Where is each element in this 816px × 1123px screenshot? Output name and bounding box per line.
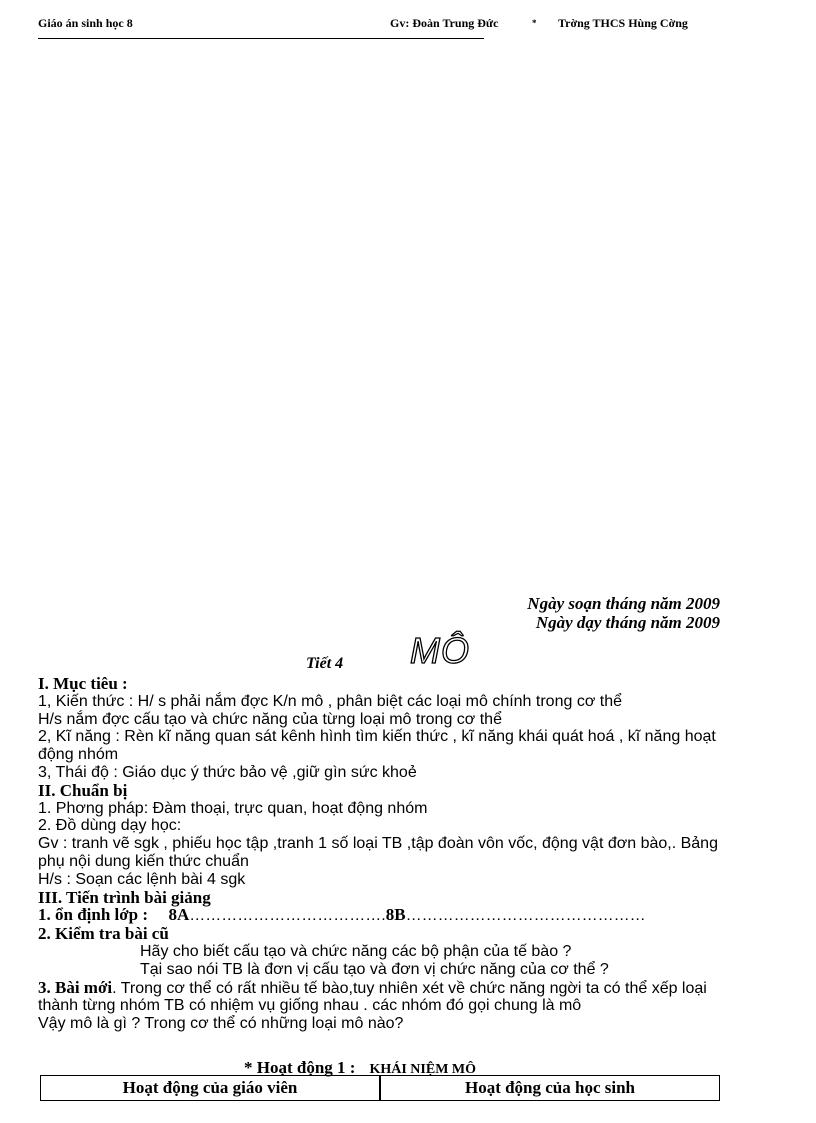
objective-line: 1, Kiến thức : H/ s phải nắm đợc K/n mô , phân biệt các loại mô chính trong cơ thể bbox=[38, 692, 622, 710]
activity1-label: * Hoạt động 1 : bbox=[244, 1058, 356, 1077]
step3-text: . Trong cơ thể có rất nhiều tế bào,tuy nhiên xét về chức năng ngời ta có thể xếp loại thành từng nhóm TB có nhiệm vụ giống nhau . các nhóm đó gọi chung là mô bbox=[38, 979, 707, 1015]
section3-heading: III. Tiến trình bài giảng bbox=[38, 887, 211, 907]
header-separator: * bbox=[532, 18, 537, 28]
section1-heading: I. Mục tiêu : bbox=[38, 674, 128, 693]
date-taught: Ngày dạy tháng năm 2009 bbox=[535, 613, 720, 632]
lesson-body bbox=[38, 675, 722, 1033]
preparation-line: Gv : tranh vẽ sgk , phiếu học tập ,tranh 1 số loại TB ,tập đoàn vôn vốc, động vật đơn bào,. Bảng phụ nội dung kiến thức chuẩn bbox=[38, 835, 718, 870]
activity1-name: KHÁI NIỆM MÔ bbox=[369, 1062, 477, 1077]
step3-label: 3. Bài mới bbox=[38, 977, 113, 997]
class-stabilize-line bbox=[38, 906, 722, 925]
table-header-row bbox=[41, 1076, 720, 1101]
review-question: Hãy cho biết cấu tạo và chức năng các bộ phận của tế bào ? bbox=[140, 942, 572, 960]
class-a-dots: ………………………………. bbox=[189, 907, 386, 925]
step1-label: 1. ổn định lớp : bbox=[38, 905, 149, 925]
header-rule bbox=[38, 38, 484, 39]
review-question: Tại sao nói TB là đơn vị cấu tạo và đơn vị chức năng của cơ thể ? bbox=[140, 960, 609, 978]
col-teacher-header: Hoạt động của giáo viên bbox=[41, 1076, 381, 1101]
lesson-title: MÔ bbox=[410, 630, 470, 671]
objective-line: H/s nắm đợc cấu tạo và chức năng của từng loại mô trong cơ thể bbox=[38, 710, 502, 728]
col-student-header: Hoạt động của học sinh bbox=[380, 1076, 720, 1101]
preparation-line: 1. Phơng pháp: Đàm thoại, trực quan, hoạt động nhóm bbox=[38, 799, 428, 817]
header-subject: Giáo án sinh học 8 bbox=[38, 16, 133, 30]
step3-question: Vậy mô là gì ? Trong cơ thể có những loại mô nào? bbox=[38, 1015, 404, 1033]
section2-heading: II. Chuẩn bị bbox=[38, 780, 128, 800]
new-lesson-intro bbox=[38, 979, 722, 1016]
class-a: 8A bbox=[168, 905, 190, 925]
lesson-period: Tiết 4 bbox=[306, 655, 344, 672]
objective-line: 3, Thái độ : Giáo dục ý thức bảo vệ ,giữ gìn sức khoẻ bbox=[38, 763, 417, 781]
preparation-line: H/s : Soạn các lệnh bài 4 sgk bbox=[38, 870, 246, 888]
objective-line: 2, Kĩ năng : Rèn kĩ năng quan sát kênh hình tìm kiến thức , kĩ năng khái quát hoá , kĩ năng hoạt động nhóm bbox=[38, 728, 716, 764]
step2-label: 2. Kiểm tra bài cũ bbox=[38, 924, 169, 944]
class-b-dots: ……………………………………… bbox=[405, 907, 646, 925]
preparation-line: 2. Đồ dùng dạy học: bbox=[38, 817, 182, 835]
header-school: Trờng THCS Hùng Cờng bbox=[558, 16, 688, 30]
header-teacher: Gv: Đoàn Trung Đức bbox=[390, 16, 499, 30]
class-b: 8B bbox=[385, 905, 406, 925]
date-prepared: Ngày soạn tháng năm 2009 bbox=[527, 594, 720, 613]
activity1-table bbox=[40, 1075, 720, 1101]
